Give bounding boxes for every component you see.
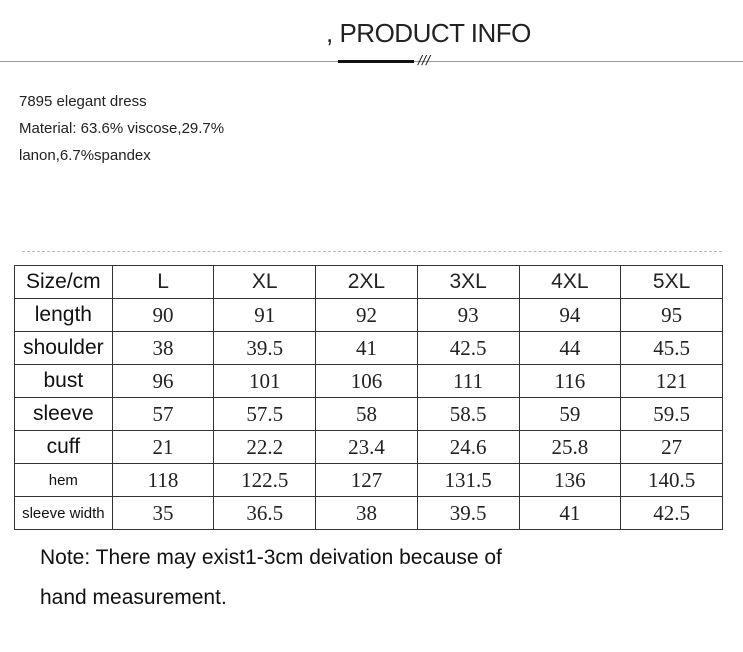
table-cell: 121 <box>621 365 723 398</box>
table-cell: 96 <box>112 365 214 398</box>
material-line-1: Material: 63.6% viscose,29.7% <box>19 120 225 137</box>
table-cell: 59 <box>519 398 621 431</box>
table-cell: 41 <box>519 497 621 530</box>
table-cell: 38 <box>112 332 214 365</box>
table-row-hem <box>15 464 723 497</box>
table-row-cuff <box>15 431 723 464</box>
row-label: cuff <box>15 431 113 464</box>
header-cell-2xl: 2XL <box>316 266 418 299</box>
table-cell: 58.5 <box>417 398 519 431</box>
table-cell: 25.8 <box>519 431 621 464</box>
table-cell: 111 <box>417 365 519 398</box>
table-cell: 39.5 <box>417 497 519 530</box>
table-cell: 59.5 <box>621 398 723 431</box>
table-cell: 93 <box>417 299 519 332</box>
table-row-bust <box>15 365 723 398</box>
table-cell: 57 <box>112 398 214 431</box>
table-cell: 39.5 <box>214 332 316 365</box>
table-cell: 23.4 <box>316 431 418 464</box>
header-cell-size: Size/cm <box>15 266 113 299</box>
header-slashes: /// <box>418 53 431 67</box>
header-accent-bar <box>338 60 414 63</box>
table-cell: 41 <box>316 332 418 365</box>
header-cell-4xl: 4XL <box>519 266 621 299</box>
row-label: hem <box>15 464 113 497</box>
table-cell: 42.5 <box>417 332 519 365</box>
table-cell: 44 <box>519 332 621 365</box>
material-line-2: lanon,6.7%spandex <box>19 147 151 164</box>
table-cell: 95 <box>621 299 723 332</box>
table-cell: 131.5 <box>417 464 519 497</box>
table-cell: 58 <box>316 398 418 431</box>
table-cell: 101 <box>214 365 316 398</box>
table-cell: 36.5 <box>214 497 316 530</box>
table-row-length <box>15 299 723 332</box>
table-cell: 27 <box>621 431 723 464</box>
table-cell: 22.2 <box>214 431 316 464</box>
table-cell: 90 <box>112 299 214 332</box>
table-cell: 92 <box>316 299 418 332</box>
table-cell: 127 <box>316 464 418 497</box>
table-header-row <box>15 266 723 299</box>
header-cell-xl: XL <box>214 266 316 299</box>
table-cell: 42.5 <box>621 497 723 530</box>
table-cell: 91 <box>214 299 316 332</box>
table-cell: 24.6 <box>417 431 519 464</box>
note-line-1: Note: There may exist1-3cm deivation because of <box>40 546 502 569</box>
table-cell: 122.5 <box>214 464 316 497</box>
table-cell: 136 <box>519 464 621 497</box>
row-label: sleeve width <box>15 497 113 530</box>
table-cell: 45.5 <box>621 332 723 365</box>
page-title: , PRODUCT INFO <box>326 18 531 48</box>
table-cell: 116 <box>519 365 621 398</box>
row-label: sleeve <box>15 398 113 431</box>
measurement-note <box>40 538 502 618</box>
table-cell: 38 <box>316 497 418 530</box>
product-name: 7895 elegant dress <box>19 93 147 110</box>
note-line-2: hand measurement. <box>40 586 227 609</box>
dotted-divider <box>22 251 722 252</box>
table-cell: 35 <box>112 497 214 530</box>
header-cell-l: L <box>112 266 214 299</box>
row-label: shoulder <box>15 332 113 365</box>
table-row-sleeve-width <box>15 497 723 530</box>
row-label: bust <box>15 365 113 398</box>
table-cell: 140.5 <box>621 464 723 497</box>
table-cell: 106 <box>316 365 418 398</box>
table-cell: 118 <box>112 464 214 497</box>
product-description <box>19 88 224 169</box>
table-cell: 57.5 <box>214 398 316 431</box>
header-cell-5xl: 5XL <box>621 266 723 299</box>
size-chart-table <box>14 265 723 530</box>
table-row-sleeve <box>15 398 723 431</box>
table-row-shoulder <box>15 332 723 365</box>
header-cell-3xl: 3XL <box>417 266 519 299</box>
table-cell: 94 <box>519 299 621 332</box>
table-cell: 21 <box>112 431 214 464</box>
row-label: length <box>15 299 113 332</box>
